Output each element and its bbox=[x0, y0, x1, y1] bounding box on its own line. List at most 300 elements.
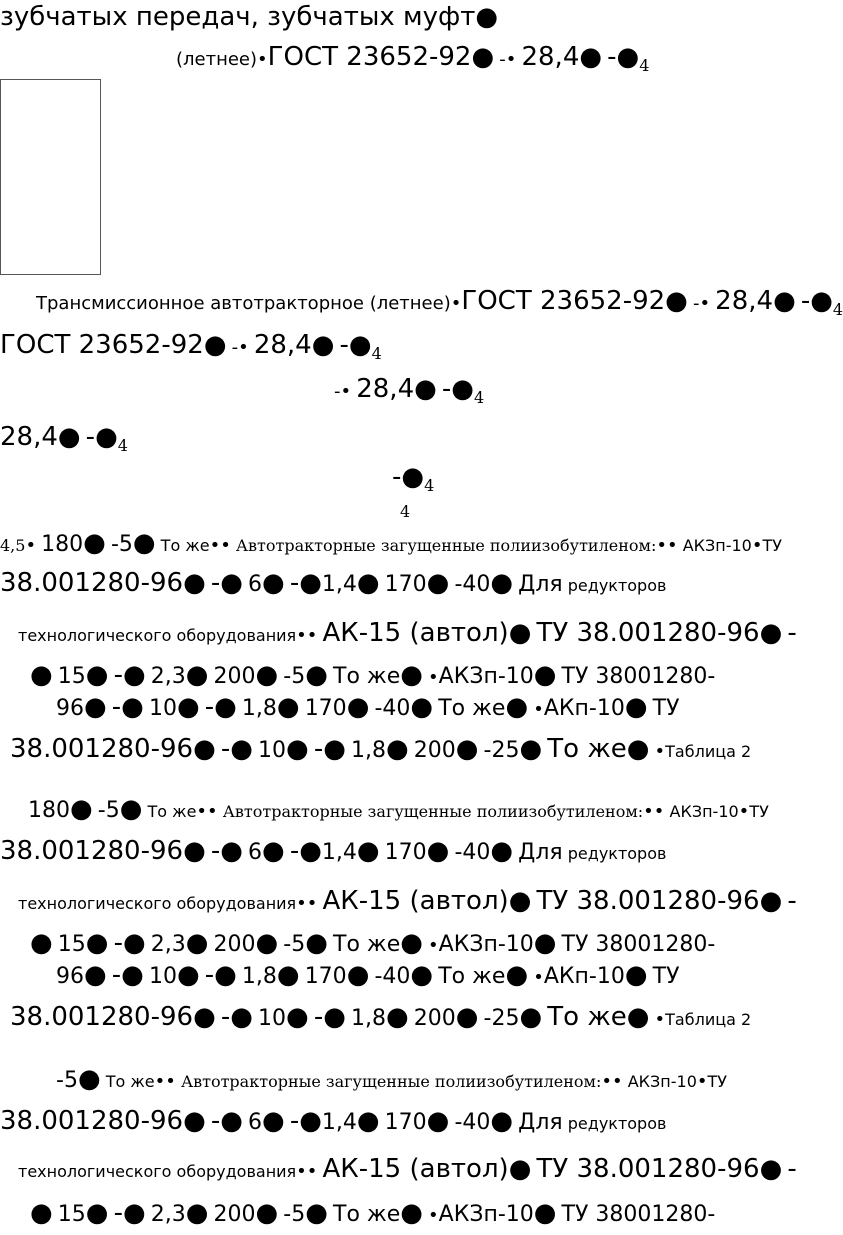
bullet: ● bbox=[230, 1002, 253, 1032]
bullet: ● bbox=[414, 374, 437, 404]
text: 170 bbox=[384, 1110, 427, 1135]
bullet: ● bbox=[262, 836, 285, 866]
text: То же bbox=[547, 734, 627, 764]
text: 170 bbox=[384, 572, 427, 597]
text: 170 bbox=[384, 840, 427, 865]
text: - bbox=[113, 1198, 123, 1228]
text: -5 bbox=[283, 932, 306, 957]
text: ТУ 38.001280-96 bbox=[536, 886, 760, 916]
bullet: ● bbox=[519, 1002, 543, 1032]
text-line bbox=[28, 796, 769, 822]
bullet: ● bbox=[624, 692, 648, 722]
bullet: ● bbox=[255, 1198, 279, 1228]
text-line bbox=[400, 504, 410, 520]
text: - bbox=[787, 618, 797, 648]
text: 28,4 bbox=[521, 42, 580, 72]
bullet: ● bbox=[176, 692, 200, 722]
bullet: ● bbox=[475, 2, 499, 32]
text: -40 bbox=[454, 1110, 491, 1135]
bullet: ● bbox=[323, 1002, 346, 1032]
text: ТУ 38001280- bbox=[561, 664, 716, 689]
bullet: ● bbox=[490, 568, 514, 598]
bullet: • bbox=[656, 535, 667, 556]
bullet: • bbox=[533, 967, 544, 988]
bullet: ● bbox=[759, 1154, 783, 1184]
bullet: • bbox=[643, 801, 654, 822]
bullet: • bbox=[296, 893, 307, 914]
bullet: ● bbox=[348, 330, 372, 360]
text: АК-15 (автол) bbox=[322, 1154, 509, 1184]
bullet: • bbox=[154, 1071, 166, 1092]
text: технологического оборудования bbox=[18, 1162, 297, 1181]
text: То же bbox=[160, 536, 210, 555]
text: - bbox=[113, 660, 123, 690]
text: Таблица 2 bbox=[665, 742, 752, 761]
bullet: ● bbox=[85, 928, 109, 958]
text: 180 bbox=[41, 532, 84, 557]
text: 28,4 bbox=[253, 330, 312, 360]
bullet: • bbox=[207, 801, 218, 822]
text-line bbox=[56, 1066, 727, 1092]
text: - bbox=[313, 1002, 324, 1032]
text: То же bbox=[333, 932, 401, 957]
text: - bbox=[289, 836, 300, 866]
text: - bbox=[113, 928, 123, 958]
subscript: 4 bbox=[371, 344, 382, 363]
bullet: ● bbox=[286, 1002, 309, 1032]
text-line bbox=[10, 736, 751, 762]
bullet: ● bbox=[385, 734, 409, 764]
bullet: ● bbox=[311, 330, 335, 360]
text: ТУ bbox=[762, 536, 782, 555]
text: - bbox=[692, 293, 700, 314]
text: Для bbox=[518, 1110, 563, 1135]
text: АКЗп-10 bbox=[438, 664, 534, 689]
text: -5 bbox=[56, 1068, 78, 1093]
text-line bbox=[18, 1156, 797, 1182]
text: 6 bbox=[248, 840, 263, 865]
bullet: ● bbox=[214, 692, 237, 722]
subscript: 4 bbox=[473, 388, 485, 407]
bullet: ● bbox=[122, 1198, 146, 1228]
bullet: ● bbox=[83, 528, 106, 558]
text: Автотракторные загущенные полиизобутиленом: bbox=[235, 536, 657, 555]
text: 38.001280-96 bbox=[10, 734, 194, 764]
text-line bbox=[0, 530, 782, 556]
text: - bbox=[607, 42, 617, 72]
text: - bbox=[787, 886, 797, 916]
bullet: • bbox=[238, 337, 249, 358]
text: 1,8 bbox=[350, 1006, 386, 1031]
bullet: ● bbox=[471, 42, 495, 72]
text: - bbox=[499, 49, 506, 70]
text: 6 bbox=[248, 572, 263, 597]
text: ТУ 38001280- bbox=[561, 932, 716, 957]
text: (летнее) bbox=[176, 49, 258, 70]
text: 1,4 bbox=[321, 572, 357, 597]
bullet: ● bbox=[203, 330, 227, 360]
text: АКЗп-10 bbox=[682, 536, 752, 555]
text-line bbox=[0, 570, 666, 596]
text: АКЗп-10 bbox=[669, 802, 739, 821]
bullet: ● bbox=[57, 422, 81, 452]
text-line bbox=[176, 44, 649, 74]
bullet: ● bbox=[410, 960, 434, 990]
text: ГОСТ 23652-92 bbox=[267, 42, 472, 72]
bullet: ● bbox=[624, 960, 648, 990]
text: 38.001280-96 bbox=[0, 568, 184, 598]
text: -5 bbox=[283, 1202, 306, 1227]
text-line bbox=[0, 424, 128, 454]
text: - bbox=[800, 286, 811, 316]
bullet: • bbox=[306, 1161, 318, 1182]
bullet: • bbox=[654, 1009, 666, 1030]
text-line bbox=[18, 620, 797, 646]
bullet: ● bbox=[400, 1198, 423, 1228]
text: 6 bbox=[248, 1110, 263, 1135]
bullet: ● bbox=[323, 734, 346, 764]
bullet: ● bbox=[122, 660, 146, 690]
text-line bbox=[36, 288, 843, 318]
text: 170 bbox=[304, 696, 347, 721]
text-line bbox=[0, 1108, 666, 1134]
subscript: 4 bbox=[639, 56, 650, 75]
bullet: ● bbox=[121, 960, 144, 990]
text: 15 bbox=[57, 932, 86, 957]
text-line bbox=[56, 962, 679, 988]
bullet: • bbox=[699, 293, 711, 314]
bullet: ● bbox=[426, 836, 450, 866]
bullet: ● bbox=[220, 1106, 243, 1136]
bullet: • bbox=[220, 535, 231, 556]
bullet: ● bbox=[505, 692, 529, 722]
text: - bbox=[210, 836, 221, 866]
text: То же bbox=[147, 802, 197, 821]
bullet: ● bbox=[183, 836, 206, 866]
bullet: ● bbox=[533, 928, 557, 958]
text: - bbox=[210, 568, 221, 598]
text: - bbox=[392, 462, 402, 492]
text: То же bbox=[438, 696, 506, 721]
text: 10 bbox=[258, 738, 287, 763]
bullet: ● bbox=[455, 1002, 479, 1032]
bullet: ● bbox=[759, 886, 783, 916]
text: -40 bbox=[454, 840, 491, 865]
bullet: ● bbox=[451, 374, 474, 404]
bullet: ● bbox=[626, 1002, 650, 1032]
text: 1,8 bbox=[241, 696, 277, 721]
text: ТУ bbox=[707, 1072, 728, 1091]
text: 4,5 bbox=[0, 536, 26, 555]
bullet: ● bbox=[95, 422, 118, 452]
text: - bbox=[85, 422, 96, 452]
text-line bbox=[30, 662, 715, 688]
bullet: ● bbox=[220, 568, 243, 598]
text: 15 bbox=[57, 1202, 86, 1227]
text: АК-15 (автол) bbox=[322, 618, 509, 648]
bullet: • bbox=[505, 49, 517, 70]
text-line bbox=[334, 376, 484, 406]
bullet: • bbox=[612, 1071, 623, 1092]
bullet: • bbox=[340, 381, 352, 402]
text-line bbox=[392, 464, 434, 494]
bullet: ● bbox=[773, 286, 796, 316]
bullet: ● bbox=[183, 1106, 206, 1136]
text: АКп-10 bbox=[543, 964, 625, 989]
text: -40 bbox=[374, 964, 411, 989]
text: 10 bbox=[148, 964, 177, 989]
bullet: ● bbox=[400, 660, 423, 690]
bullet: ● bbox=[176, 960, 200, 990]
bullet: ● bbox=[401, 462, 425, 492]
text: Автотракторные загущенные полиизобутиленом: bbox=[222, 802, 644, 821]
text: редукторов bbox=[567, 1114, 667, 1133]
bullet: ● bbox=[533, 660, 557, 690]
bullet: • bbox=[257, 49, 268, 70]
text: 38.001280-96 bbox=[10, 1002, 194, 1032]
text: То же bbox=[333, 1202, 401, 1227]
bullet: ● bbox=[193, 1002, 216, 1032]
bullet: • bbox=[601, 1071, 613, 1092]
bullet: ● bbox=[759, 618, 783, 648]
text: -40 bbox=[454, 572, 491, 597]
text: 38.001280-96 bbox=[0, 1106, 184, 1136]
text-line bbox=[56, 694, 679, 720]
bullet: ● bbox=[508, 618, 532, 648]
bullet: • bbox=[209, 535, 221, 556]
bullet: ● bbox=[665, 286, 688, 316]
bullet: ● bbox=[183, 568, 206, 598]
text-line bbox=[0, 838, 666, 864]
bullet: ● bbox=[185, 928, 209, 958]
text: То же bbox=[105, 1072, 155, 1091]
text: редукторов bbox=[567, 844, 667, 863]
text: 1,4 bbox=[321, 840, 357, 865]
bullet: ● bbox=[400, 928, 423, 958]
bullet: ● bbox=[193, 734, 216, 764]
bullet: ● bbox=[299, 836, 322, 866]
bullet: ● bbox=[85, 660, 109, 690]
text: ТУ bbox=[652, 964, 680, 989]
text: 200 bbox=[213, 932, 256, 957]
text: То же bbox=[547, 1002, 627, 1032]
text: АКЗп-10 bbox=[438, 1202, 534, 1227]
image-frame bbox=[0, 79, 101, 275]
text: ТУ bbox=[652, 696, 680, 721]
bullet: • bbox=[666, 535, 678, 556]
text: 2,3 bbox=[150, 932, 186, 957]
bullet: ● bbox=[185, 1198, 209, 1228]
bullet: ● bbox=[70, 794, 93, 824]
bullet: • bbox=[428, 667, 439, 688]
text: ГОСТ 23652-92 bbox=[461, 286, 666, 316]
text: 200 bbox=[213, 1202, 256, 1227]
text: 10 bbox=[148, 696, 177, 721]
text: 1,4 bbox=[321, 1110, 357, 1135]
bullet: ● bbox=[455, 734, 479, 764]
text: 28,4 bbox=[356, 374, 415, 404]
text: 4 bbox=[400, 502, 411, 521]
text: То же bbox=[438, 964, 506, 989]
text: - bbox=[441, 374, 452, 404]
text: технологического оборудования bbox=[18, 894, 297, 913]
text: АКЗп-10 bbox=[627, 1072, 697, 1091]
text: ТУ 38.001280-96 bbox=[536, 618, 760, 648]
bullet: • bbox=[751, 535, 763, 556]
bullet: ● bbox=[426, 568, 450, 598]
text: 38.001280-96 bbox=[0, 836, 184, 866]
text: - bbox=[111, 692, 122, 722]
bullet: ● bbox=[185, 660, 209, 690]
bullet: • bbox=[306, 625, 318, 646]
bullet: ● bbox=[508, 1154, 532, 1184]
text: 200 bbox=[413, 1006, 456, 1031]
text: -25 bbox=[483, 738, 520, 763]
text: - bbox=[111, 960, 122, 990]
bullet: ● bbox=[220, 836, 243, 866]
bullet: ● bbox=[84, 960, 107, 990]
bullet: ● bbox=[262, 568, 285, 598]
bullet: ● bbox=[410, 692, 434, 722]
text: 180 bbox=[28, 798, 70, 823]
bullet: • bbox=[533, 699, 544, 720]
text: -5 bbox=[283, 664, 306, 689]
text: АКЗп-10 bbox=[438, 932, 534, 957]
bullet: • bbox=[428, 935, 439, 956]
bullet: ● bbox=[132, 528, 156, 558]
text-line bbox=[10, 1004, 751, 1030]
text: 96 bbox=[56, 696, 84, 721]
text: Автотракторные загущенные полиизобутиленом: bbox=[180, 1072, 602, 1091]
bullet: ● bbox=[299, 568, 322, 598]
bullet: ● bbox=[214, 960, 237, 990]
bullet: ● bbox=[533, 1198, 557, 1228]
text: -25 bbox=[483, 1006, 520, 1031]
bullet: ● bbox=[616, 42, 640, 72]
text: 15 bbox=[57, 664, 86, 689]
text: Для bbox=[518, 572, 563, 597]
bullet: ● bbox=[490, 836, 514, 866]
text: -5 bbox=[97, 798, 120, 823]
text: -40 bbox=[374, 696, 411, 721]
text: АК-15 (автол) bbox=[322, 886, 509, 916]
text: Трансмиссионное автотракторное (летнее) bbox=[36, 293, 451, 314]
text: 1,8 bbox=[241, 964, 277, 989]
bullet: ● bbox=[30, 1198, 53, 1228]
bullet: • bbox=[696, 1071, 708, 1092]
text-line bbox=[30, 930, 715, 956]
bullet: ● bbox=[30, 928, 53, 958]
text: 1,8 bbox=[350, 738, 386, 763]
bullet: ● bbox=[505, 960, 529, 990]
bullet: ● bbox=[810, 286, 833, 316]
bullet: ● bbox=[286, 734, 309, 764]
bullet: • bbox=[196, 801, 208, 822]
text: Для bbox=[518, 840, 563, 865]
bullet: • bbox=[296, 625, 307, 646]
bullet: • bbox=[296, 1161, 307, 1182]
bullet: • bbox=[450, 293, 462, 314]
text: - bbox=[220, 1002, 231, 1032]
bullet: ● bbox=[276, 692, 300, 722]
bullet: ● bbox=[276, 960, 300, 990]
bullet: ● bbox=[122, 928, 146, 958]
bullet: ● bbox=[84, 692, 107, 722]
bullet: ● bbox=[508, 886, 532, 916]
text-line bbox=[30, 1200, 715, 1226]
text: зубчатых передач, зубчатых муфт bbox=[0, 2, 476, 32]
text: 10 bbox=[258, 1006, 287, 1031]
bullet: ● bbox=[346, 960, 370, 990]
text: 2,3 bbox=[150, 664, 186, 689]
bullet: ● bbox=[346, 692, 370, 722]
bullet: ● bbox=[305, 660, 328, 690]
bullet: ● bbox=[119, 794, 143, 824]
bullet: ● bbox=[626, 734, 650, 764]
subscript: 4 bbox=[424, 476, 435, 495]
bullet: • bbox=[428, 1205, 439, 1226]
text: технологического оборудования bbox=[18, 626, 297, 645]
bullet: ● bbox=[77, 1064, 101, 1094]
text: редукторов bbox=[567, 576, 667, 595]
bullet: • bbox=[653, 801, 665, 822]
text: 28,4 bbox=[715, 286, 774, 316]
text: - bbox=[204, 692, 215, 722]
text: ТУ 38.001280-96 bbox=[536, 1154, 760, 1184]
text: - bbox=[313, 734, 324, 764]
text: 200 bbox=[413, 738, 456, 763]
bullet: ● bbox=[85, 1198, 109, 1228]
text: - bbox=[210, 1106, 221, 1136]
bullet: ● bbox=[230, 734, 253, 764]
text: - bbox=[289, 1106, 300, 1136]
bullet: ● bbox=[255, 928, 279, 958]
text-line bbox=[18, 888, 797, 914]
text: -5 bbox=[110, 532, 133, 557]
text: Таблица 2 bbox=[665, 1010, 752, 1029]
text: - bbox=[334, 381, 341, 402]
text: ТУ 38001280- bbox=[561, 1202, 716, 1227]
bullet: • bbox=[306, 893, 318, 914]
text: - bbox=[787, 1154, 797, 1184]
bullet: ● bbox=[356, 836, 380, 866]
text-line bbox=[0, 4, 498, 30]
text: 28,4 bbox=[0, 422, 58, 452]
bullet: ● bbox=[356, 568, 380, 598]
bullet: ● bbox=[519, 734, 543, 764]
bullet: ● bbox=[490, 1106, 514, 1136]
text-line bbox=[0, 332, 382, 362]
bullet: ● bbox=[356, 1106, 380, 1136]
text: ТУ bbox=[749, 802, 769, 821]
bullet: ● bbox=[262, 1106, 285, 1136]
bullet: ● bbox=[299, 1106, 322, 1136]
bullet: ● bbox=[121, 692, 144, 722]
text: 96 bbox=[56, 964, 84, 989]
text: ГОСТ 23652-92 bbox=[0, 330, 204, 360]
bullet: ● bbox=[426, 1106, 450, 1136]
bullet: • bbox=[25, 535, 37, 556]
bullet: • bbox=[654, 741, 666, 762]
text: 200 bbox=[213, 664, 256, 689]
text: - bbox=[339, 330, 349, 360]
bullet: ● bbox=[579, 42, 603, 72]
bullet: ● bbox=[305, 1198, 328, 1228]
text: 2,3 bbox=[150, 1202, 186, 1227]
subscript: 4 bbox=[832, 300, 843, 319]
text: - bbox=[220, 734, 231, 764]
text: - bbox=[289, 568, 300, 598]
